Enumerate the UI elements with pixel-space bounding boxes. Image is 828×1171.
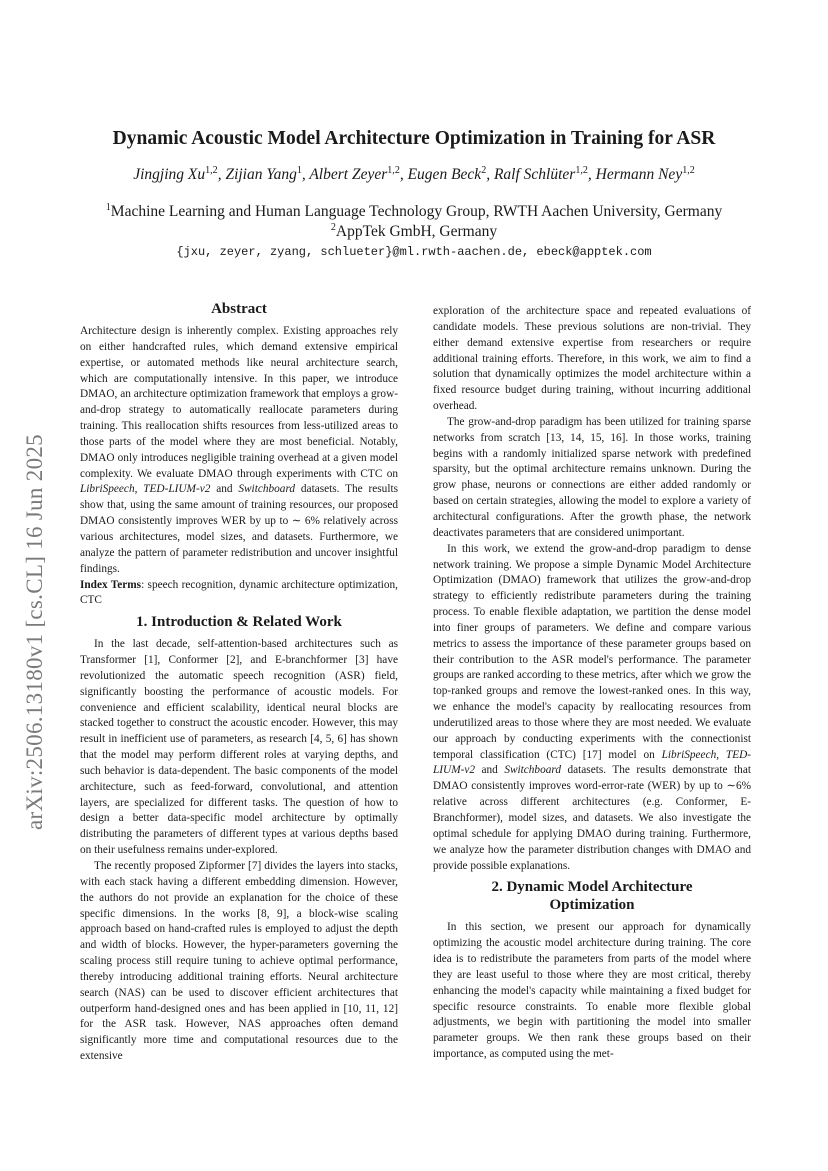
affiliation-2: $^2$AppTek GmbH, Germany <box>330 221 498 240</box>
affiliation-1: $^1$Machine Learning and Human Language Technology Group, RWTH Aachen University, Germany <box>105 201 723 220</box>
author: Albert Zeyer$^{1,2}$, <box>309 164 408 183</box>
arxiv-identifier: arXiv:2506.13180v1 [cs.CL] 16 Jun 2025 <box>22 434 47 830</box>
author: Eugen Beck$^2$, <box>407 164 494 183</box>
section-1-paragraph: exploration of the architecture space and repeated evaluations of candidate models. These previous solutions are non-trivial. They either demand extensive expertise from researchers or require additional training efforts. Therefore, in this work, we aim to find a solution that dynamically optimizes the model architecture within a fixed resource budget during training, without incurring additional overhead. <box>433 305 751 413</box>
left-column <box>80 300 398 1065</box>
abstract-heading: Abstract <box>211 301 267 317</box>
email-addresses: {jxu, zeyer, zyang, schlueter}@ml.rwth-aachen.de, ebeck@apptek.com <box>176 245 652 259</box>
author: Hermann Ney$^{1,2}$ <box>595 164 695 183</box>
author: Zijian Yang$^1$, <box>225 164 310 183</box>
index-terms: Index Terms: speech recognition, dynamic architecture optimization, CTC <box>80 578 399 607</box>
section-2-paragraph: In this section, we present our approach for dynamically optimizing the acoustic model architecture during training. The core idea is to redistribute the parameters from parts of the model where they are least useful to those where they are most critical, thereby enhancing the model's capacity while maintaining a fixed budget for specific resource constraints. To enable more flexible global adjustments, we begin with partitioning the model into smaller parameter groups. We then rank these groups based on their importance, as computed using the met- <box>433 921 751 1061</box>
section-1-paragraph: In the last decade, self-attention-based architectures such as Transformer [1], Conformer [2], and E-branchformer [3] have revolutionized the automatic speech recognition (ASR) field, significantly boosting the performance of acoustic models. For convenience and efficient scalability, identical neural blocks are stacked together to construct the acoustic encoder. However, this may result in inefficient use of parameters, as research [4, 5, 6] has shown that the model may perform different roles at varying depths, and such behavior is data-dependent. The basic components of the model architecture, such as feed-forward, convolutional, and attention layers, are specialized for different tasks. The question of how to design a better data-specific model architecture by optimally distributing the parameters of different types at various depths based on their usefulness remains under-explored. <box>80 638 398 857</box>
author: Ralf Schlüter$^{1,2}$, <box>493 164 596 183</box>
author-list <box>0 166 828 184</box>
section-1-heading: 1. Introduction & Related Work <box>136 614 342 631</box>
section-2-heading: 2. Dynamic Model Architecture Optimization <box>491 879 693 914</box>
section-1-paragraph: In this work, we extend the grow-and-drop paradigm to dense network training. We propose a simple Dynamic Model Architecture Optimization (DMAO) framework that utilizes the grow-and-drop strategy to efficiently redistribute parameters during the training process. To enable flexible adaptation, we partition the dense model into finer groups of parameters. We define and compare various metrics to assess the importance of these parameter groups based on their contribution to the ASR model's performance. The parameter groups are ranked according to these metrics, after which we grow the top-ranked groups and remove the lowest-ranked ones. In this way, we enhance the model's capacity by reallocating resources from underutilized areas to those where they are most needed. We evaluate our approach by conducting experiments with the connectionist temporal classification (CTC) [17] model on LibriSpeech, TED-LIUM-v2 and Switchboard datasets. The results demonstrate that DMAO consistently improves word-error-rate (WER) by up to ∼6% relative across different architectures (e.g. Conformer, E-Branchformer), model sizes, and datasets. We also investigate the optimal schedule for applying DMAO during training. Furthermore, we analyze how the parameter distribution changes with DMAO and provide possible explanations. <box>433 542 752 872</box>
section-1-paragraph: The recently proposed Zipformer [7] divides the layers into stacks, with each stack having a different embedding dimension. However, the authors do not provide an explanation for the choice of these specific dimensions. In the works [8, 9], a block-wise scaling approach based on hand-crafted rules is employed to adjust the depth and width of blocks. However, the hyper-parameters governing the scaling process still require tuning to achieve optimal performance, thereby introducing additional training efforts. Neural architecture search (NAS) can be used to discover efficient architectures that outperform hand-designed ones and has been applied in [10, 11, 12] for the ASR task. However, NAS approaches often demand significantly more time and computational resources due to the extensive <box>80 860 398 1063</box>
abstract-text: Architecture design is inherently complex. Existing approaches rely on either handcrafted rules, which demand extensive empirical expertise, or automated methods like neural architecture search, which are computationally intensive. In this paper, we introduce DMAO, an architecture optimization framework that employs a grow-and-drop strategy to automatically reallocate parameters during training. This reallocation shifts resources from less-utilized areas to those parts of the model where they are most beneficial. Notably, DMAO only introduces negligible training overhead at a given model complexity. We evaluate DMAO through experiments with CTC on LibriSpeech, TED-LIUM-v2 and Switchboard datasets. The results show that, using the same amount of training resources, our proposed DMAO consistently improves WER by up to ∼ 6% relatively across various architectures, model sizes, and datasets. Furthermore, we analyze the pattern of parameter redistribution and uncover insightful findings. <box>80 325 398 575</box>
right-column <box>433 304 751 1063</box>
author: Jingjing Xu$^{1,2}$, <box>133 164 226 183</box>
affiliations <box>0 202 828 242</box>
section-1-paragraph: The grow-and-drop paradigm has been utilized for training sparse networks from scratch [13, 14, 15, 16]. In those works, training begins with a randomly initialized sparse network with predefined sparsity, but the optimal architecture remains unknown. During the grow phase, neurons or connections are either added randomly or based on certain strategies, allowing the model to explore a variety of architectural configurations. After the growth phase, the network deactivates parameters that are considered unimportant. <box>433 415 751 539</box>
paper-title: Dynamic Acoustic Model Architecture Optimization in Training for ASR <box>112 128 716 149</box>
